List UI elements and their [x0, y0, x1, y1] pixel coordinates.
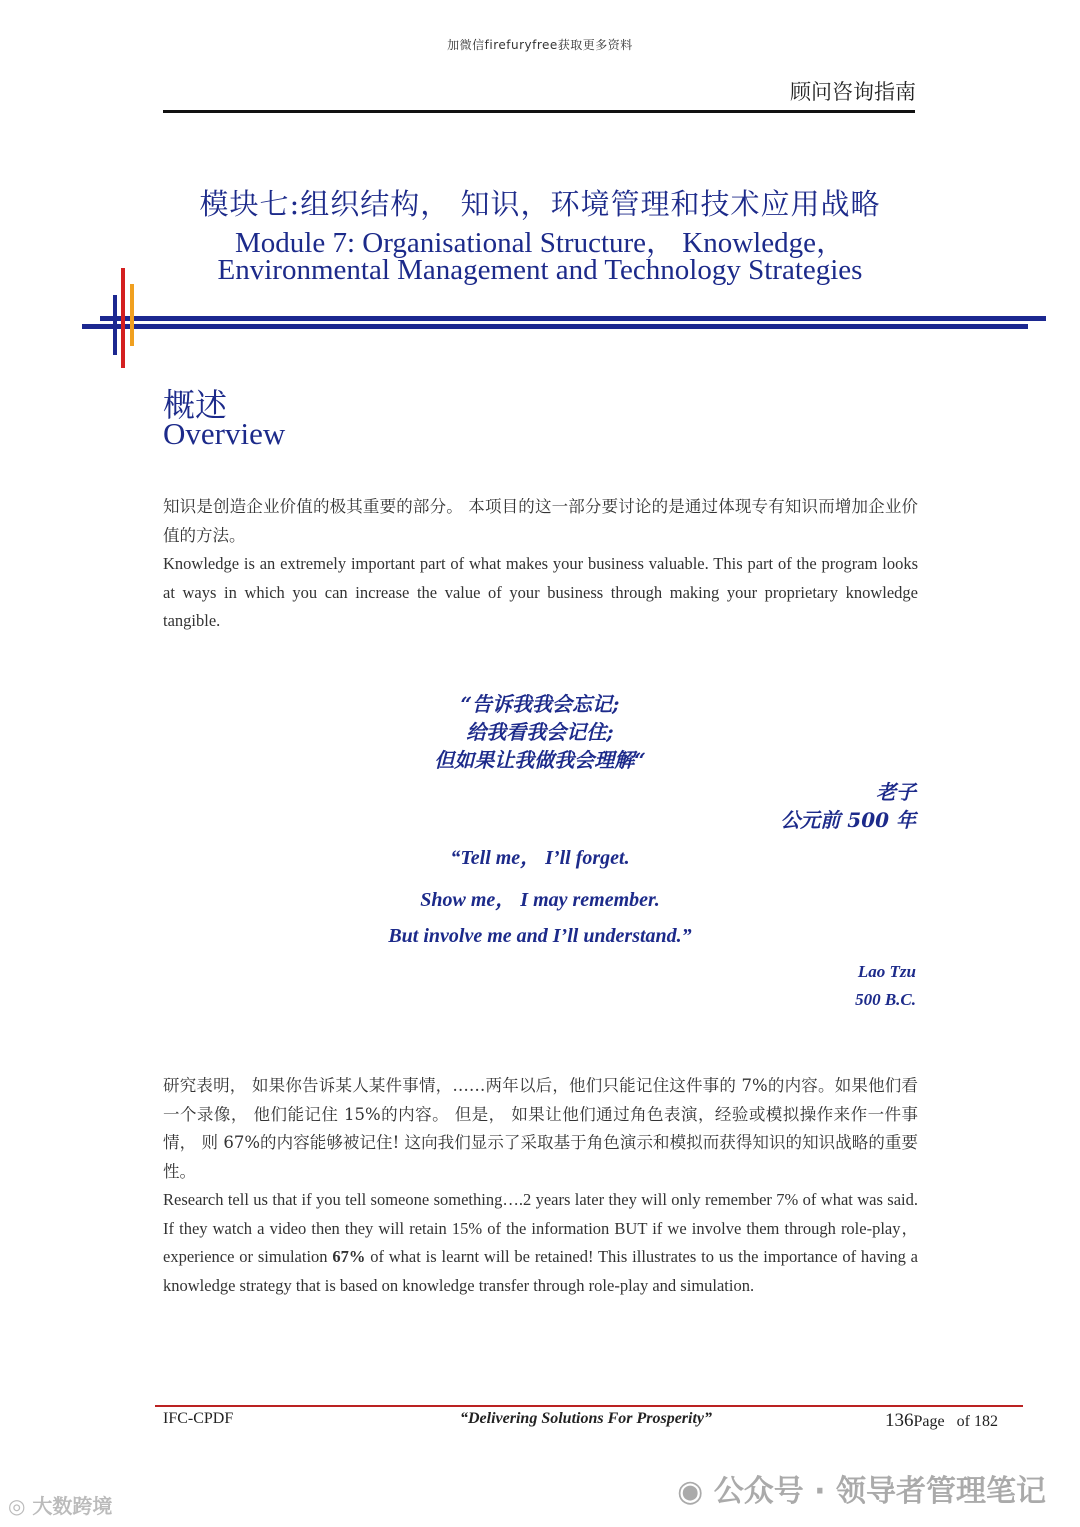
page-number: 136: [885, 1410, 914, 1431]
accent-red-line: [121, 268, 125, 368]
section-heading-zh: 概述: [163, 386, 228, 424]
footer-rule: [155, 1405, 1023, 1407]
top-note: 加微信firefuryfree获取更多资料: [447, 38, 633, 52]
research-en-bold: 67%: [332, 1247, 366, 1266]
quote-en-line3: But involve me and I’ll understand.”: [388, 925, 692, 947]
accent-blue-line: [113, 295, 117, 355]
quote-zh-date: 公元前 500 年: [780, 808, 916, 832]
research-zh: 研究表明， 如果你告诉某人某件事情，……两年以后，他们只能记住这件事的 7%的内容。如果他们看一个录像， 他们能记住 15%的内容。 但是， 如果让他们通过角色表演，经验或模拟操作来作一件事情， 则 67%的内容能够被记住! 这向我们显示了采取基于角色演示和模拟而获得知识的知识战略的重要性。: [163, 1076, 918, 1181]
quote-en-line2: Show me， I may remember.: [420, 889, 660, 911]
research-en: [163, 1186, 918, 1300]
footer-left: IFC-CPDF: [163, 1410, 234, 1427]
quote-zh-author: 老子: [876, 780, 916, 804]
title-bar-top: [100, 316, 1046, 321]
watermark-logo-icon: ◎: [8, 1494, 33, 1518]
research-en-part1: Research tell us that if you tell someone something….2 years later they will only remember 7% of what was said. If they watch a video then they will retain 15% of the information BUT if we involve them through role-play， experience or simulation: [163, 1190, 918, 1266]
title-bar-bottom: [82, 324, 1028, 329]
intro-zh: 知识是创造企业价值的极其重要的部分。 本项目的这一部分要讨论的是通过体现专有知识而增加企业价值的方法。: [163, 497, 918, 545]
research-en-part2: of what is learnt will be retained! This illustrates to us the importance of having a knowledge strategy that is based on knowledge transfer through role-play and simulation.: [163, 1247, 918, 1295]
quote-en-date: 500 B.C.: [855, 990, 916, 1009]
accent-orange-line: [130, 284, 134, 346]
footer-page: [885, 1410, 998, 1432]
header-rule: [163, 110, 915, 113]
intro-en: Knowledge is an extremely important part of what makes your business valuable. This part of the program looks at ways in which you can increase the value of your business through making your proprietary knowledge tangible.: [163, 554, 918, 630]
wechat-icon: ◉: [677, 1474, 714, 1509]
quote-zh-line3: 但如果让我做我会理解“: [434, 748, 646, 772]
header-title: 顾问咨询指南: [790, 80, 916, 104]
page-total: of 182: [956, 1413, 998, 1430]
module-title-en-line2: Environmental Management and Technology Strategies: [217, 254, 863, 286]
section-heading-en: Overview: [163, 416, 286, 451]
quote-en-author: Lao Tzu: [857, 962, 916, 981]
watermark-left: [8, 1490, 112, 1519]
watermark-right: [677, 1466, 1046, 1510]
module-title-zh: 模块七:组织结构， 知识，环境管理和技术应用战略: [199, 187, 881, 221]
watermark-right-text: 公众号 · 领导者管理笔记: [713, 1474, 1046, 1509]
quote-en-line1: “Tell me， I’ll forget.: [450, 847, 630, 869]
quote-zh-line2: 给我看我会记住;: [466, 720, 614, 744]
quote-zh-line1: “告诉我我会忘记;: [460, 692, 620, 716]
page-label: Page: [913, 1413, 945, 1430]
module-title-en-line1: Module 7: Organisational Structure， Knowledge，: [235, 227, 845, 259]
watermark-left-text: 大数跨境: [32, 1494, 113, 1518]
footer-center: “Delivering Solutions For Prosperity”: [460, 1410, 713, 1427]
